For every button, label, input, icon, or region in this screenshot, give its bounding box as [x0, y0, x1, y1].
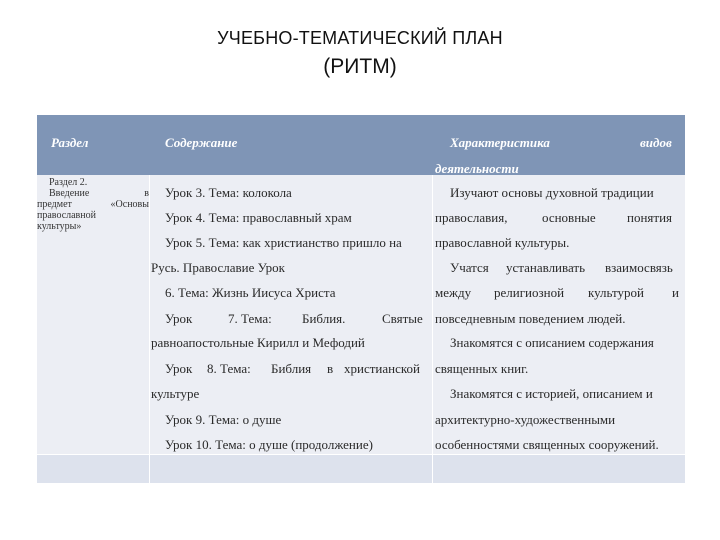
characteristic-word: религиозной	[494, 285, 565, 300]
content-word: Святые	[382, 311, 423, 326]
content-word: христианской	[344, 361, 420, 376]
characteristic-line: архитектурно-художественными	[435, 412, 616, 427]
column-divider	[432, 175, 433, 483]
section-word: Введение	[49, 188, 90, 199]
content-word: 7. Тема:	[228, 311, 272, 326]
section-line: Раздел 2.	[49, 177, 88, 188]
section-line: культуры»	[37, 221, 82, 232]
content-word: 8. Тема:	[207, 361, 251, 376]
characteristic-line: повседневным поведением людей.	[435, 311, 626, 326]
characteristic-line: священных книг.	[435, 361, 529, 376]
content-word: Библия.	[302, 311, 346, 326]
header-characteristic-types: видов	[640, 135, 672, 150]
section-line	[37, 188, 149, 199]
header-characteristic: Характеристика	[450, 135, 550, 150]
content-line: 6. Тема: Жизнь Иисуса Христа	[165, 285, 336, 300]
content-line: Урок 3. Тема: колокола	[165, 185, 292, 200]
header-section: Раздел	[51, 135, 89, 150]
section-word: в	[144, 188, 149, 199]
section-word: «Основы	[110, 199, 149, 210]
table-header	[37, 115, 685, 175]
header-content: Содержание	[165, 135, 238, 150]
section-line	[37, 199, 149, 210]
content-word: Урок	[165, 311, 193, 326]
characteristic-word: и	[672, 285, 679, 300]
page-title: УЧЕБНО-ТЕМАТИЧЕСКИЙ ПЛАН	[217, 28, 503, 48]
characteristic-word: православия,	[435, 210, 508, 225]
row-divider	[37, 454, 685, 455]
characteristic-word: основные	[542, 210, 596, 225]
content-word: в	[327, 361, 334, 376]
characteristic-line: Знакомятся с описанием содержания	[450, 335, 654, 350]
content-line: Урок 5. Тема: как христианство пришло на	[165, 235, 402, 250]
page-subtitle: (РИТМ)	[323, 55, 397, 78]
characteristic-line: православной культуры.	[435, 235, 570, 250]
characteristic-line: Изучают основы духовной традиции	[450, 185, 654, 200]
header-activity: деятельности	[435, 161, 519, 176]
plan-table	[37, 115, 685, 483]
content-line: равноапостольные Кирилл и Мефодий	[151, 335, 365, 350]
content-line: Урок 9. Тема: о душе	[165, 412, 282, 427]
content-line: Урок 10. Тема: о душе (продолжение)	[165, 437, 373, 452]
characteristic-word: Учатся	[450, 260, 489, 275]
content-line: Русь. Православие Урок	[151, 260, 285, 275]
characteristic-word: между	[435, 285, 472, 300]
characteristic-line: особенностями священных сооружений.	[435, 437, 659, 452]
section-line: православной	[37, 210, 96, 221]
content-word: Библия	[271, 361, 312, 376]
content-line: культуре	[151, 386, 200, 401]
section-cell	[37, 177, 149, 232]
characteristic-word: устанавливать	[506, 260, 586, 275]
content-line: Урок 4. Тема: православный храм	[165, 210, 352, 225]
table-footer-row	[37, 455, 685, 483]
characteristic-line: Знакомятся с историей, описанием и	[450, 386, 653, 401]
content-word: Урок	[165, 361, 193, 376]
column-divider	[149, 175, 150, 483]
characteristic-word: культурой	[588, 285, 644, 300]
characteristic-word: взаимосвязь	[605, 260, 673, 275]
characteristic-word: понятия	[627, 210, 673, 225]
section-word: предмет	[37, 199, 72, 210]
